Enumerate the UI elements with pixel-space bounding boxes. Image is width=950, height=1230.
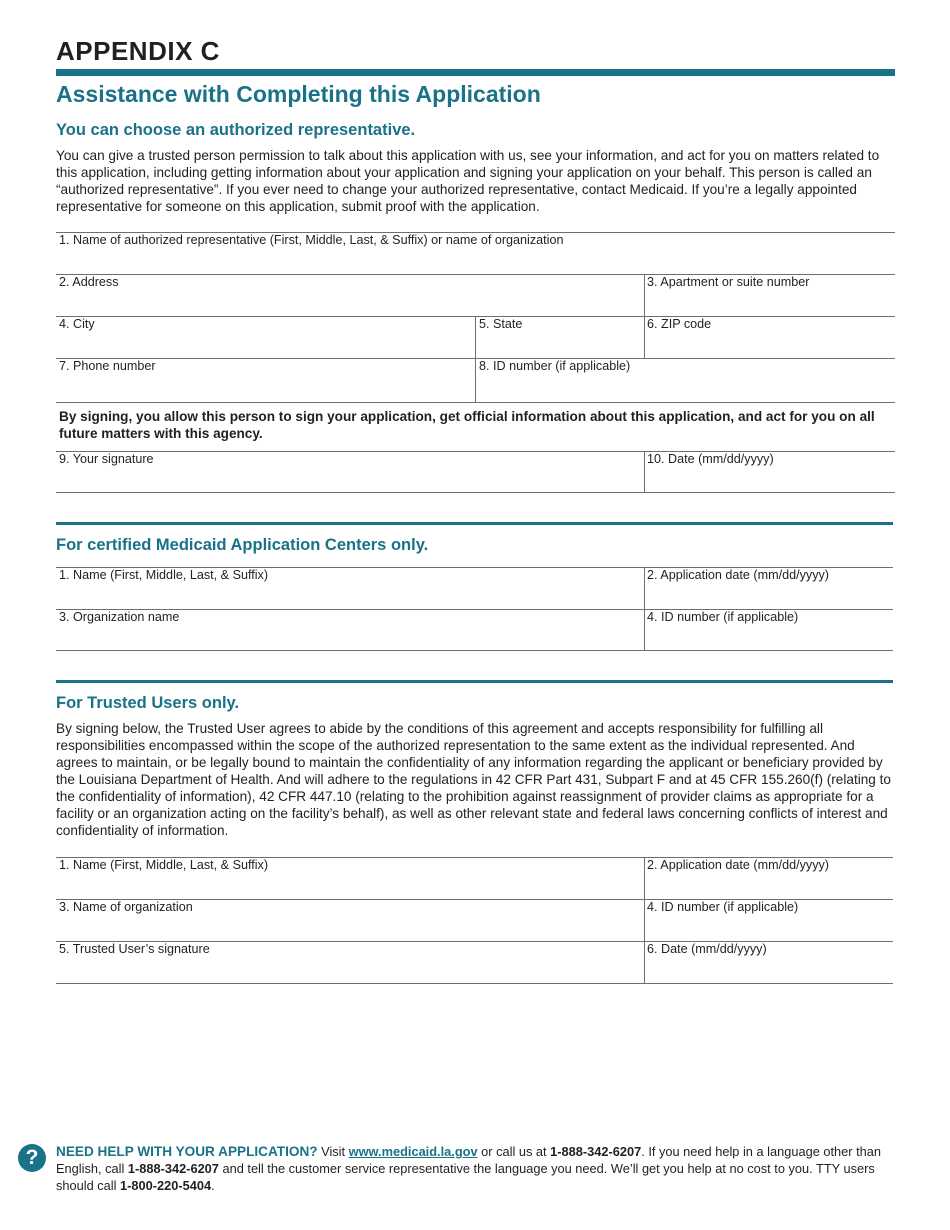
trusted-app-date-label: 2. Application date (mm/dd/yyyy) — [647, 858, 829, 872]
divider — [644, 567, 645, 651]
phone-number: 1-888-342-6207 — [127, 1161, 219, 1176]
authorized-rep-intro: You can give a trusted person permission to talk about this application with us, see your information, and act for you on matters related to this application, including getting information about your application and signing your application on your behalf. This person is called an “authorized representative”. If you ever need to change your authorized representative, contact Medicaid. If you’re a legally appointed representative for someone on this application, submit proof with the application. — [56, 148, 880, 214]
divider — [475, 316, 476, 402]
question-mark-icon: ? — [18, 1144, 46, 1172]
footer-text: . If you need help in a language other than English, call — [56, 1144, 881, 1176]
divider — [644, 274, 645, 316]
trusted-signature-label: 5. Trusted User’s signature — [59, 942, 210, 956]
divider — [644, 857, 645, 983]
help-label: NEED HELP WITH YOUR APPLICATION? — [56, 1144, 318, 1159]
divider — [56, 983, 893, 984]
rep-city-field[interactable] — [56, 317, 475, 358]
rep-phone-label: 7. Phone number — [59, 359, 156, 373]
divider — [56, 650, 893, 651]
trusted-name-label: 1. Name (First, Middle, Last, & Suffix) — [59, 858, 269, 872]
divider — [56, 402, 895, 403]
signing-notice: By signing, you allow this person to sign your application, get official information about this application, and act for you on all future matters with this agency. — [59, 409, 875, 441]
divider — [644, 316, 645, 358]
section-rule — [56, 680, 893, 683]
phone-number: 1-888-342-6207 — [550, 1144, 642, 1159]
divider — [56, 492, 895, 493]
footer-text: . — [211, 1178, 215, 1193]
footer-text: Visit — [317, 1144, 349, 1159]
rep-apartment-label: 3. Apartment or suite number — [647, 275, 810, 289]
website-link[interactable]: www.medicaid.la.gov — [348, 1144, 478, 1159]
footer-text: or call us at — [477, 1144, 551, 1159]
footer-text: and tell the customer service representative the language you need. We’ll get you help at no cost to you. TTY users should call — [56, 1161, 875, 1193]
rep-city-label: 4. City — [59, 317, 95, 331]
section-rule — [56, 522, 893, 525]
appendix-title: APPENDIX C — [56, 36, 220, 66]
header-rule — [56, 69, 895, 76]
trusted-users-heading: For Trusted Users only. — [56, 694, 240, 712]
center-name-label: 1. Name (First, Middle, Last, & Suffix) — [59, 568, 269, 582]
center-id-label: 4. ID number (if applicable) — [647, 610, 799, 624]
rep-id-label: 8. ID number (if applicable) — [479, 359, 631, 373]
rep-address-field[interactable] — [56, 275, 643, 316]
trusted-users-intro: By signing below, the Trusted User agrees to abide by the conditions of this agreement and accepts responsibility for fulfilling all responsibilities encompassed within the scope of the authorized representation to the same extent as the individual represented. And agrees to maintain, or be legally bound to maintain the confidentiality of any information regarding the applicant or beneficiary provided by the Louisiana Department of Health. And will adhere to the regulations in 42 CFR Part 431, Subpart F and at 45 CFR 155.260(f) (relating to the confidentiality of information), 42 CFR 447.10 (relating to the prohibition against reassignment of provider claims as appropriate for a facility or an organization acting on the facility’s behalf), as well as other relevant state and federal laws concerning conflicts of interest and confidentiality of information. — [56, 721, 891, 838]
page-title: Assistance with Completing this Application — [56, 81, 541, 107]
trusted-date-label: 6. Date (mm/dd/yyyy) — [647, 942, 767, 956]
help-footer — [56, 1143, 896, 1194]
authorized-rep-heading: You can choose an authorized representative. — [56, 121, 416, 139]
rep-address-label: 2. Address — [59, 275, 119, 289]
centers-heading: For certified Medicaid Application Centers only. — [56, 536, 429, 554]
trusted-id-label: 4. ID number (if applicable) — [647, 900, 799, 914]
rep-state-label: 5. State — [479, 317, 523, 331]
rep-zip-label: 6. ZIP code — [647, 317, 712, 331]
signature-date-label: 10. Date (mm/dd/yyyy) — [647, 452, 774, 466]
center-app-date-label: 2. Application date (mm/dd/yyyy) — [647, 568, 829, 582]
center-org-name-label: 3. Organization name — [59, 610, 180, 624]
divider — [644, 451, 645, 493]
your-signature-label: 9. Your signature — [59, 452, 154, 466]
trusted-org-name-label: 3. Name of organization — [59, 900, 193, 914]
rep-name-label: 1. Name of authorized representative (First, Middle, Last, & Suffix) or name of organization — [59, 233, 564, 247]
tty-number: 1-800-220-5404 — [120, 1178, 212, 1193]
